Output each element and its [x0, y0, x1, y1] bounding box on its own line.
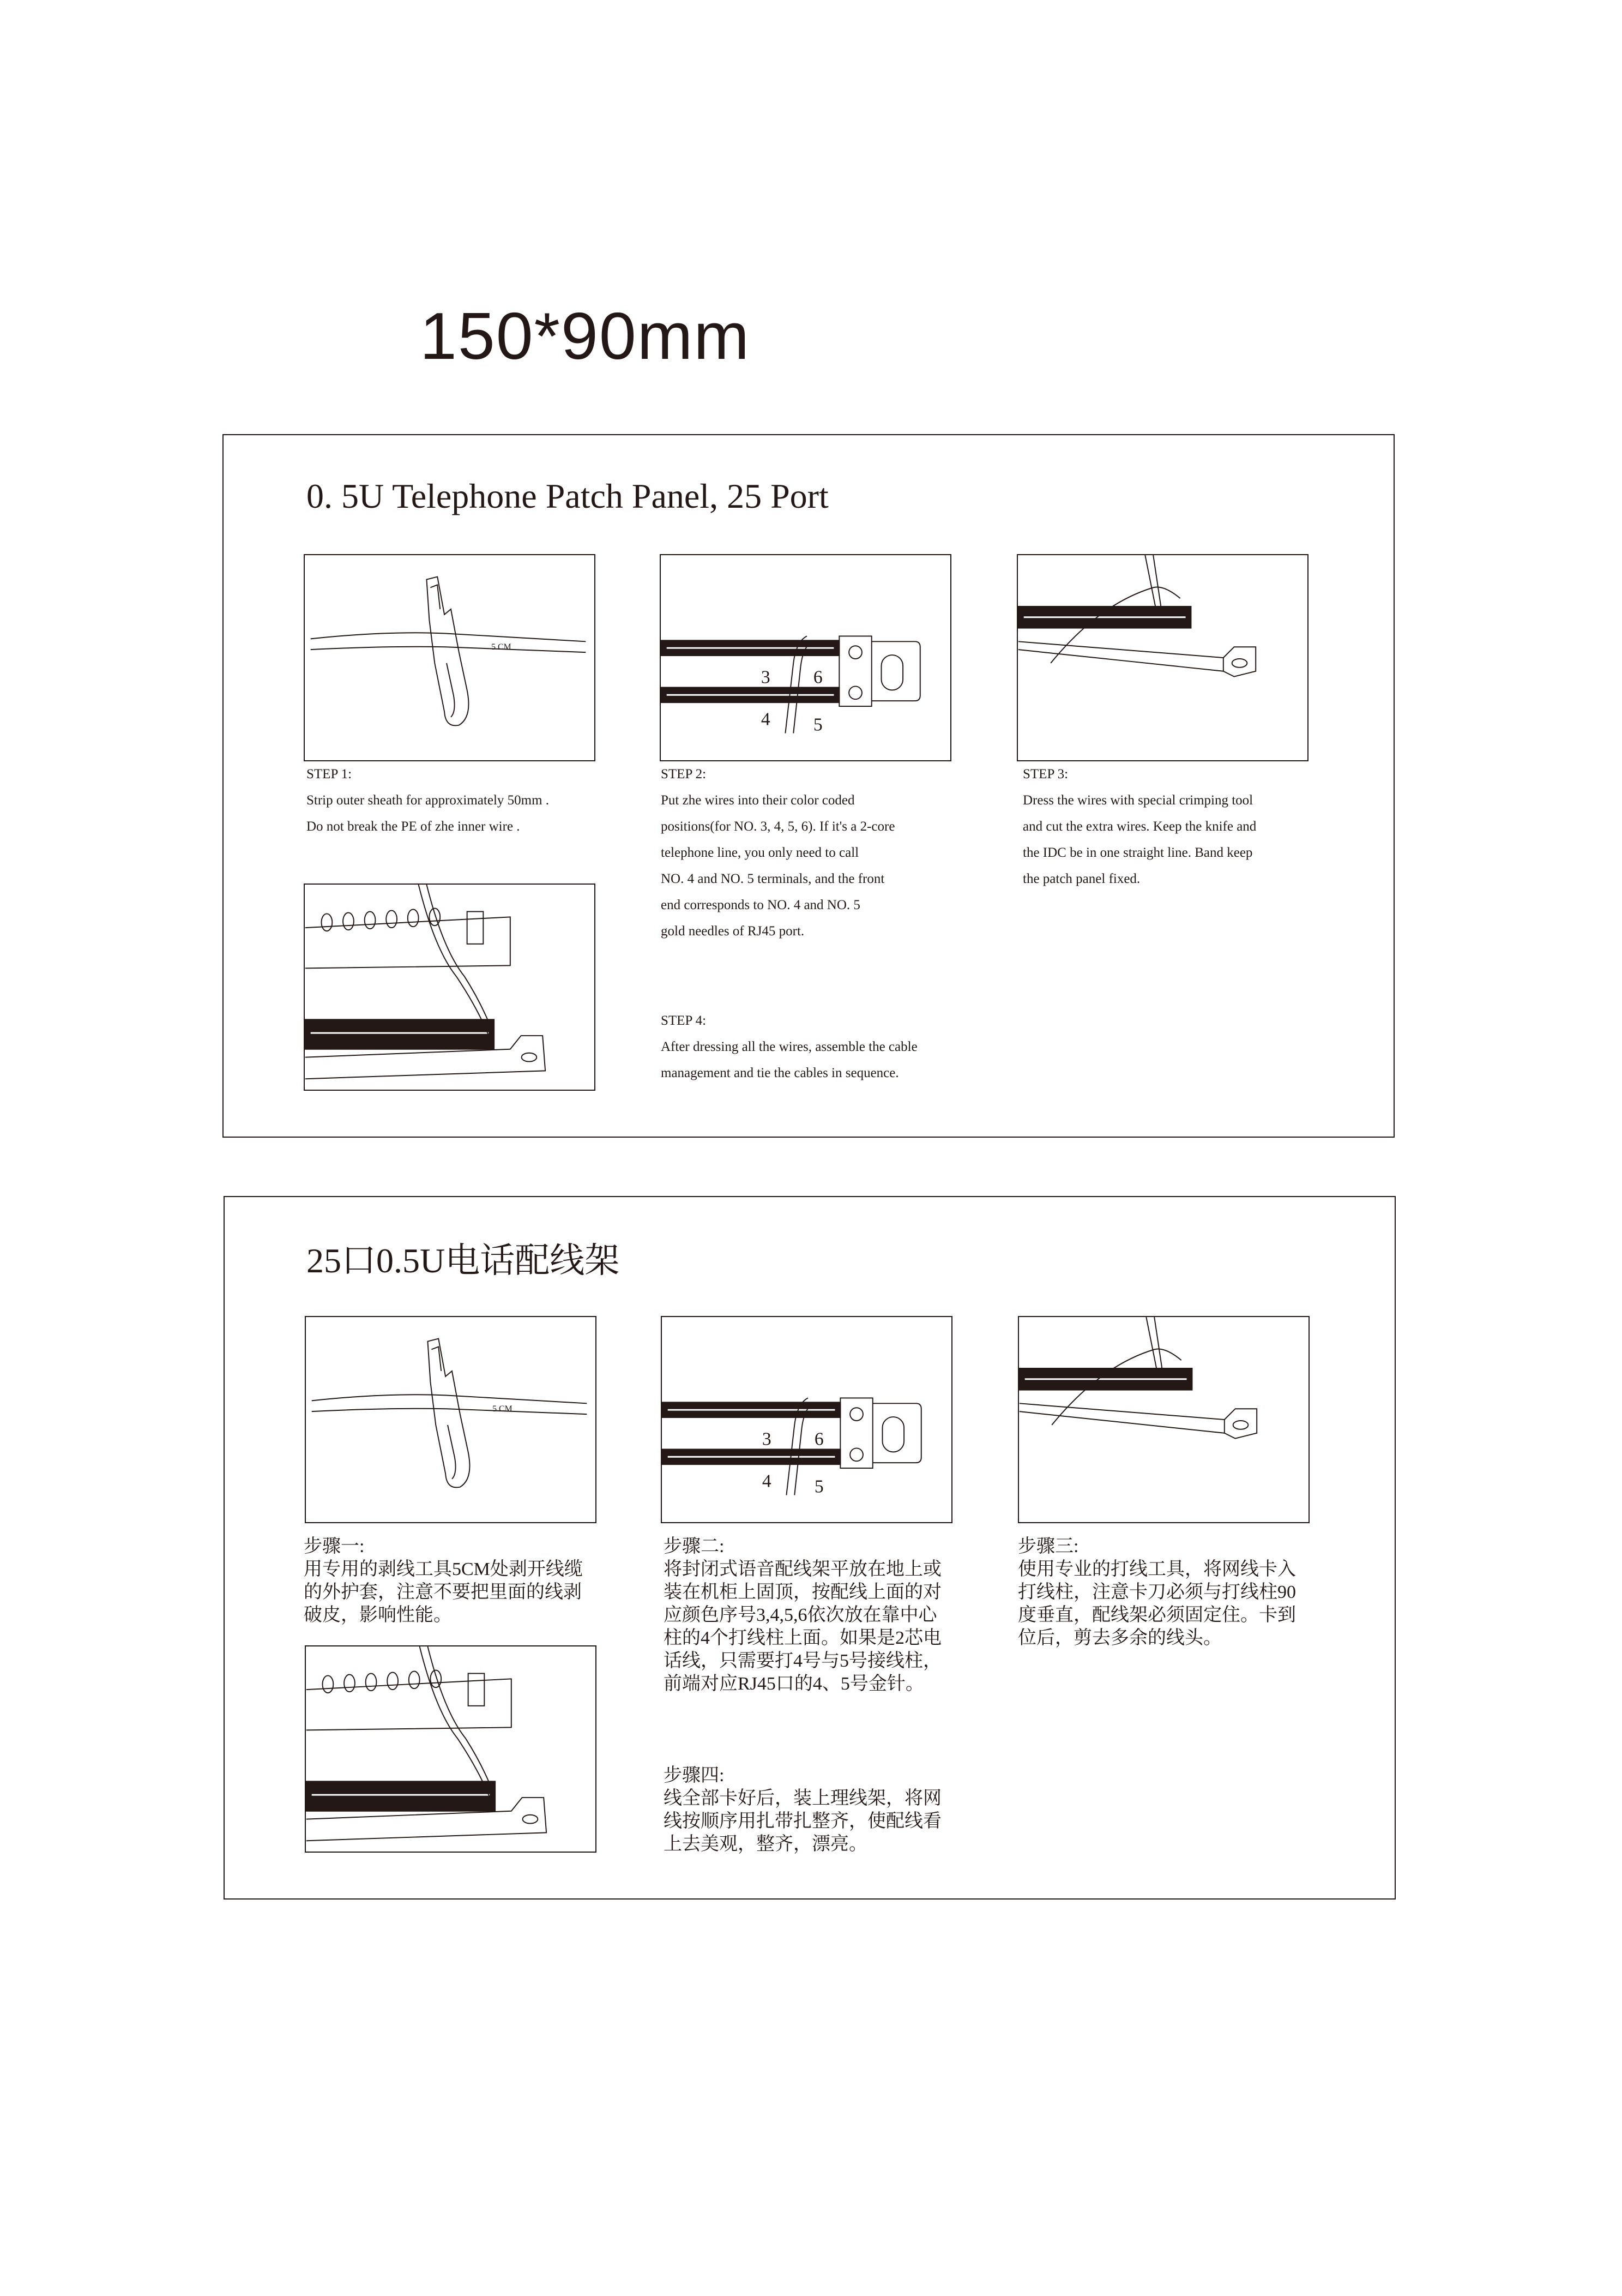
cable-management-figure — [305, 1645, 596, 1853]
strip-sheath-figure — [304, 554, 595, 761]
step-4-text: STEP 4: After dressing all the wires, assemble the cable management and tie the cables in sequence. — [661, 1013, 918, 1080]
card-title: 0. 5U Telephone Patch Panel, 25 Port — [306, 477, 829, 515]
svg-text:3: 3 — [762, 1429, 771, 1450]
strip-mark-label: 5 CM — [492, 1404, 512, 1414]
step-1-text: STEP 1: Strip outer sheath for approximately 50mm . Do not break the PE of zhe inner wire . — [306, 767, 550, 834]
card-title: 25口0.5U电话配线架 — [306, 1241, 620, 1280]
step-2-text: STEP 2: Put zhe wires into their color coded positions(for NO. 3, 4, 5, 6). If it's a 2-core telephone line, you only need to call NO. 4 and NO. 5 terminals, and the front end corresponds to NO. 4 and NO. 5 gold needles of RJ45 port. — [661, 767, 895, 939]
strip-sheath-figure — [305, 1316, 596, 1523]
svg-text:4: 4 — [761, 709, 770, 730]
cable-management-figure — [304, 883, 595, 1091]
step-2-text: 步骤二: 将封闭式语音配线架平放在地上或 装在机柜上固顶，按配线上面的对 应颜色序号3,4,5,6依次放在靠中心 柱的4个打线柱上面。如果是2芯电 话线，只需要打4号与5号接线柱， 前端对应RJ45口的4、5号金针。 — [664, 1536, 942, 1694]
chinese-instruction-card — [224, 1196, 1396, 1900]
step-3-text: 步骤三: 使用专业的打线工具，将网线卡入 打线柱，注意卡刀必须与打线柱90 度垂直，配线架必须固定住。卡到 位后，剪去多余的线头。 — [1018, 1536, 1296, 1648]
wire-position-figure — [660, 554, 951, 761]
step-1-text: 步骤一: 用专用的剥线工具5CM处剥开线缆 的外护套，注意不要把里面的线剥 破皮，影响性能。 — [304, 1536, 583, 1625]
crimping-tool-figure — [1017, 554, 1309, 761]
svg-text:4: 4 — [762, 1471, 771, 1492]
svg-text:5: 5 — [813, 714, 823, 735]
wire-position-figure — [661, 1316, 952, 1523]
english-instruction-card — [222, 434, 1395, 1138]
page-size-title: 150*90mm — [420, 299, 750, 373]
svg-text:3: 3 — [761, 667, 770, 688]
strip-mark-label: 5 CM — [491, 642, 511, 652]
step-4-text: 步骤四: 线全部卡好后，装上理线架，将网 线按顺序用扎带扎整齐，使配线看 上去美观，整齐，漂亮。 — [664, 1765, 942, 1854]
svg-text:6: 6 — [814, 1429, 824, 1450]
svg-text:5: 5 — [814, 1476, 824, 1497]
crimping-tool-figure — [1018, 1316, 1310, 1523]
step-3-text: STEP 3: Dress the wires with special crimping tool and cut the extra wires. Keep the knife and the IDC be in one straight line. Band keep the patch panel fixed. — [1023, 767, 1257, 886]
svg-text:6: 6 — [813, 667, 823, 688]
